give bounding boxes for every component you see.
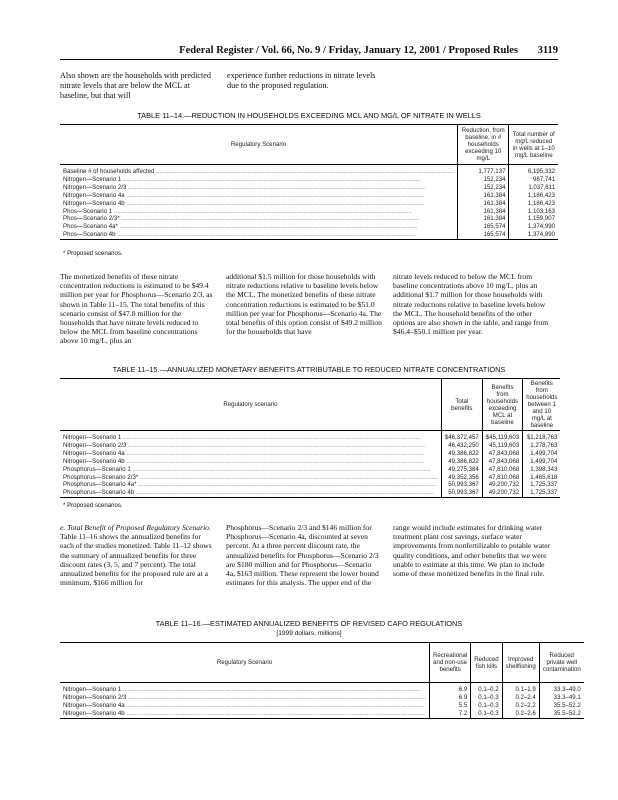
cell-value: 0.1–0.3	[471, 694, 502, 702]
table15-header: Benefits from households between 1 and 10 mg/L at baseline	[523, 379, 561, 431]
cell-value: 0.1–0.3	[471, 710, 502, 718]
table-row	[60, 184, 558, 192]
para2-col2: Phosphorus—Scenario 2/3 and $146 million for Phosphorus—Scenario 4a, discounted at seven percent. At a three percent discount rate, the annualized benefits for Phosphorus—Scenario 2/3 are $180 million and for Phosphorus—Scenario 4a, $163 million. These represent the lower bound estimates for this analysis. The upper end of the	[226, 523, 379, 588]
cell-value: 1,186,423	[509, 200, 558, 208]
row-label: Nitrogen—Scenario 1 .....	[63, 686, 426, 694]
table-row	[60, 192, 558, 200]
cell-value: 1,186,423	[509, 192, 558, 200]
row-label: Phos—Scenario 4b .....	[63, 231, 454, 239]
row-label: Phosphorus—Scenario 2/3* .....	[63, 474, 438, 482]
cell-value: $1,218,763	[523, 431, 561, 442]
cell-value: 47,843,068	[482, 450, 522, 458]
cell-value: 0.2–2.4	[502, 694, 539, 702]
table16-body	[60, 683, 584, 719]
cell-value: 1,725,337	[523, 481, 561, 489]
cell-value: 50,993,367	[441, 481, 482, 489]
table15-header: Regulatory scenario	[60, 379, 441, 431]
cell-value: 0.1–0.3	[471, 702, 502, 710]
cell-value: 49,386,822	[441, 450, 482, 458]
table-row	[60, 200, 558, 208]
table-row	[60, 442, 560, 450]
row-label: Baseline # of households affected .....	[63, 168, 454, 176]
table-row	[60, 231, 558, 239]
cell-value: 1,374,990	[509, 231, 558, 239]
row-label: Phosphorus—Scenario 1 .....	[63, 466, 438, 474]
cell-value: 6,195,332	[509, 165, 558, 176]
cell-value: 1,465,618	[523, 474, 561, 482]
cell-value: 1,037,611	[509, 184, 558, 192]
cell-value: 165,574	[458, 223, 509, 231]
table14-header: Reduction, from baseline, in # households exceeding 10 mg/L	[458, 125, 509, 165]
cell-value: 49,386,822	[441, 458, 482, 466]
cell-value: 0.2–2.6	[502, 710, 539, 718]
row-label: Nitrogen—Scenario 4b .....	[63, 710, 426, 718]
table-row	[60, 683, 584, 694]
row-label: Nitrogen—Scenario 4a .....	[63, 702, 426, 710]
table16-header: Improved shellfishing	[502, 643, 539, 683]
table14-body	[60, 165, 558, 240]
table-row	[60, 466, 560, 474]
table16-header: Reduced private well contamination	[539, 643, 583, 683]
table15-body	[60, 431, 560, 498]
cell-value: 152,234	[458, 184, 509, 192]
para2-heading: e. Total Benefit of Proposed Regulatory Scenario.	[60, 523, 211, 532]
cell-value: 6.9	[430, 683, 471, 694]
para2-col3: range would include estimates for drinking water treatment plant cost savings, surface water improvements from nonfertilizable to potable water quality conditions, and other benefits that we were unable to estimate at this time. We plan to include some of these monetized benefits in the final rule.	[393, 523, 551, 579]
cell-value: 1,159,907	[509, 215, 558, 223]
table-row	[60, 223, 558, 231]
table-row	[60, 165, 558, 176]
cell-value: 47,810,068	[482, 466, 522, 474]
table16-header: Reduced fish kills	[471, 643, 502, 683]
table-row	[60, 694, 584, 702]
table14-header: Total number of mg/L reduced in wells at 1–10 mg/L baseline	[509, 125, 558, 165]
row-label: Phos—Scenario 2/3* .....	[63, 215, 454, 223]
table-row	[60, 450, 560, 458]
cell-value: 45,119,603	[482, 442, 522, 450]
table16-caption: TABLE 11–16.—ESTIMATED ANNUALIZED BENEFITS OF REVISED CAFO REGULATIONS	[155, 619, 463, 628]
row-label: Phos—Scenario 1 .....	[63, 208, 454, 216]
cell-value: 49,352,356	[441, 474, 482, 482]
cell-value: 6.9	[430, 694, 471, 702]
cell-value: 1,374,990	[509, 223, 558, 231]
row-label: Phos—Scenario 4a* .....	[63, 223, 454, 231]
cell-value: 35.5–52.2	[539, 710, 583, 718]
cell-value: 165,574	[458, 231, 509, 239]
intro-left: Also shown are the households with predicted nitrate levels that are below the MCL at baseline, but that will	[60, 71, 211, 100]
table-row	[60, 474, 560, 482]
table-row	[60, 458, 560, 466]
table14-caption: TABLE 11–14.—REDUCTION IN HOUSEHOLDS EXCEEDING MCL AND MG/L OF NITRATE IN WELLS	[137, 111, 481, 120]
table14	[60, 124, 558, 240]
row-label: Nitrogen—Scenario 4b .....	[63, 200, 454, 208]
cell-value: 152,234	[458, 176, 509, 184]
para1-col1: The monetized benefits of these nitrate concentration reductions is estimated to be $49.4 million per year for Phosphorus—Scenario 2/3, as shown in Table 11–15. The total benefits of this scenario consist of $47.8 million for the households that have nitrate levels reduced to below the MCL from baseline concentrations above 10 mg/L, plus an	[60, 272, 213, 346]
table-row	[60, 431, 560, 442]
table-row	[60, 215, 558, 223]
page-header	[60, 45, 558, 60]
cell-value: $45,119,603	[482, 431, 522, 442]
table16-header: Recreational and non-use benefits	[430, 643, 471, 683]
table-row	[60, 208, 558, 216]
table15-header: Total benefits	[441, 379, 482, 431]
cell-value: 33.3–49.1	[539, 694, 583, 702]
table-row	[60, 176, 558, 184]
cell-value: 46,432,250	[441, 442, 482, 450]
cell-value: 0.2–2.2	[502, 702, 539, 710]
table16-header: Regulatory Scenario	[60, 643, 430, 683]
cell-value: 1,398,343	[523, 466, 561, 474]
cell-value: 1,777,137	[458, 165, 509, 176]
cell-value: 1,725,337	[523, 489, 561, 497]
cell-value: 47,810,068	[482, 474, 522, 482]
table15-caption: TABLE 11–15.—ANNUALIZED MONETARY BENEFITS ATTRIBUTABLE TO REDUCED NITRATE CONCENTRATIONS	[112, 365, 506, 374]
cell-value: 33.3–49.0	[539, 683, 583, 694]
cell-value: 49,200,732	[482, 481, 522, 489]
cell-value: 5.5	[430, 702, 471, 710]
cell-value: 49,200,732	[482, 489, 522, 497]
table-row	[60, 710, 584, 718]
intro-right: experience further reductions in nitrate levels due to the proposed regulation.	[227, 71, 376, 90]
row-label: Nitrogen—Scenario 1 .....	[63, 434, 438, 442]
cell-value: 50,993,367	[441, 489, 482, 497]
row-label: Nitrogen—Scenario 1 .....	[63, 176, 454, 184]
para2-col1	[60, 523, 216, 587]
cell-value: 161,384	[458, 200, 509, 208]
table-row	[60, 702, 584, 710]
table-row	[60, 481, 560, 489]
cell-value: 0.1–0.2	[471, 683, 502, 694]
cell-value: 987,741	[509, 176, 558, 184]
table15-header: Benefits from households exceeding MCL at baseline	[482, 379, 522, 431]
row-label: Phosphorus—Scenario 4b .....	[63, 489, 438, 497]
page-number: 3119	[537, 45, 558, 56]
cell-value: 1,499,704	[523, 450, 561, 458]
cell-value: 0.1–1.9	[502, 683, 539, 694]
row-label: Phosphorus—Scenario 4a* .....	[63, 481, 438, 489]
para1-col3: nitrate levels reduced to below the MCL from baseline concentrations above 10 mg/L, plus an additional $1.7 million for those households with nitrate reductions relative to baseline levels below the MCL. The household benefits of the other options are also shown in the table, and range from $46.4–$50.1 million per year.	[393, 272, 549, 337]
row-label: Nitrogen—Scenario 2/3 .....	[63, 442, 438, 450]
table14-footnote: * Proposed scenarios.	[63, 250, 123, 257]
cell-value: $46,372,457	[441, 431, 482, 442]
table15-footnote: * Proposed scenarios.	[63, 502, 123, 509]
cell-value: 1,278,763	[523, 442, 561, 450]
row-label: Nitrogen—Scenario 4a .....	[63, 192, 454, 200]
cell-value: 1,499,704	[523, 458, 561, 466]
table16	[60, 642, 584, 719]
row-label: Nitrogen—Scenario 2/3 .....	[63, 694, 426, 702]
cell-value: 1,103,163	[509, 208, 558, 216]
cell-value: 161,384	[458, 208, 509, 216]
table14-header: Regulatory Scenario	[60, 125, 458, 165]
running-title: Federal Register / Vol. 66, No. 9 / Friday, January 12, 2001 / Proposed Rules	[179, 45, 518, 56]
para2-col1-text: Table 11–16 shows the annualized benefits for each of the studies monetized. Table 11–12 shows the summary of annualized benefits for three discount rates (3, 5, and 7 percent). The total annualized benefits for the proposed rule are at a minimum, $166 million for	[60, 532, 212, 588]
row-label: Nitrogen—Scenario 2/3 .....	[63, 184, 454, 192]
row-label: Nitrogen—Scenario 4b .....	[63, 458, 438, 466]
row-label: Nitrogen—Scenario 4a .....	[63, 450, 438, 458]
table-row	[60, 489, 560, 497]
cell-value: 161,384	[458, 192, 509, 200]
cell-value: 35.5–52.2	[539, 702, 583, 710]
table16-subcaption: [1999 dollars, millions]	[276, 630, 342, 637]
cell-value: 161,384	[458, 215, 509, 223]
para1-col2: additional $1.5 million for those households with nitrate reductions relative to baseline levels below the MCL. The monetized benefits of these nitrate concentration reductions is estimated to be $51.0 million per year for Phosphorus—Scenario 4a. The total benefits of this option consist of $49.2 million for the households that have	[226, 272, 382, 337]
cell-value: 49,275,384	[441, 466, 482, 474]
cell-value: 47,843,068	[482, 458, 522, 466]
cell-value: 7.2	[430, 710, 471, 718]
table15	[60, 378, 560, 498]
